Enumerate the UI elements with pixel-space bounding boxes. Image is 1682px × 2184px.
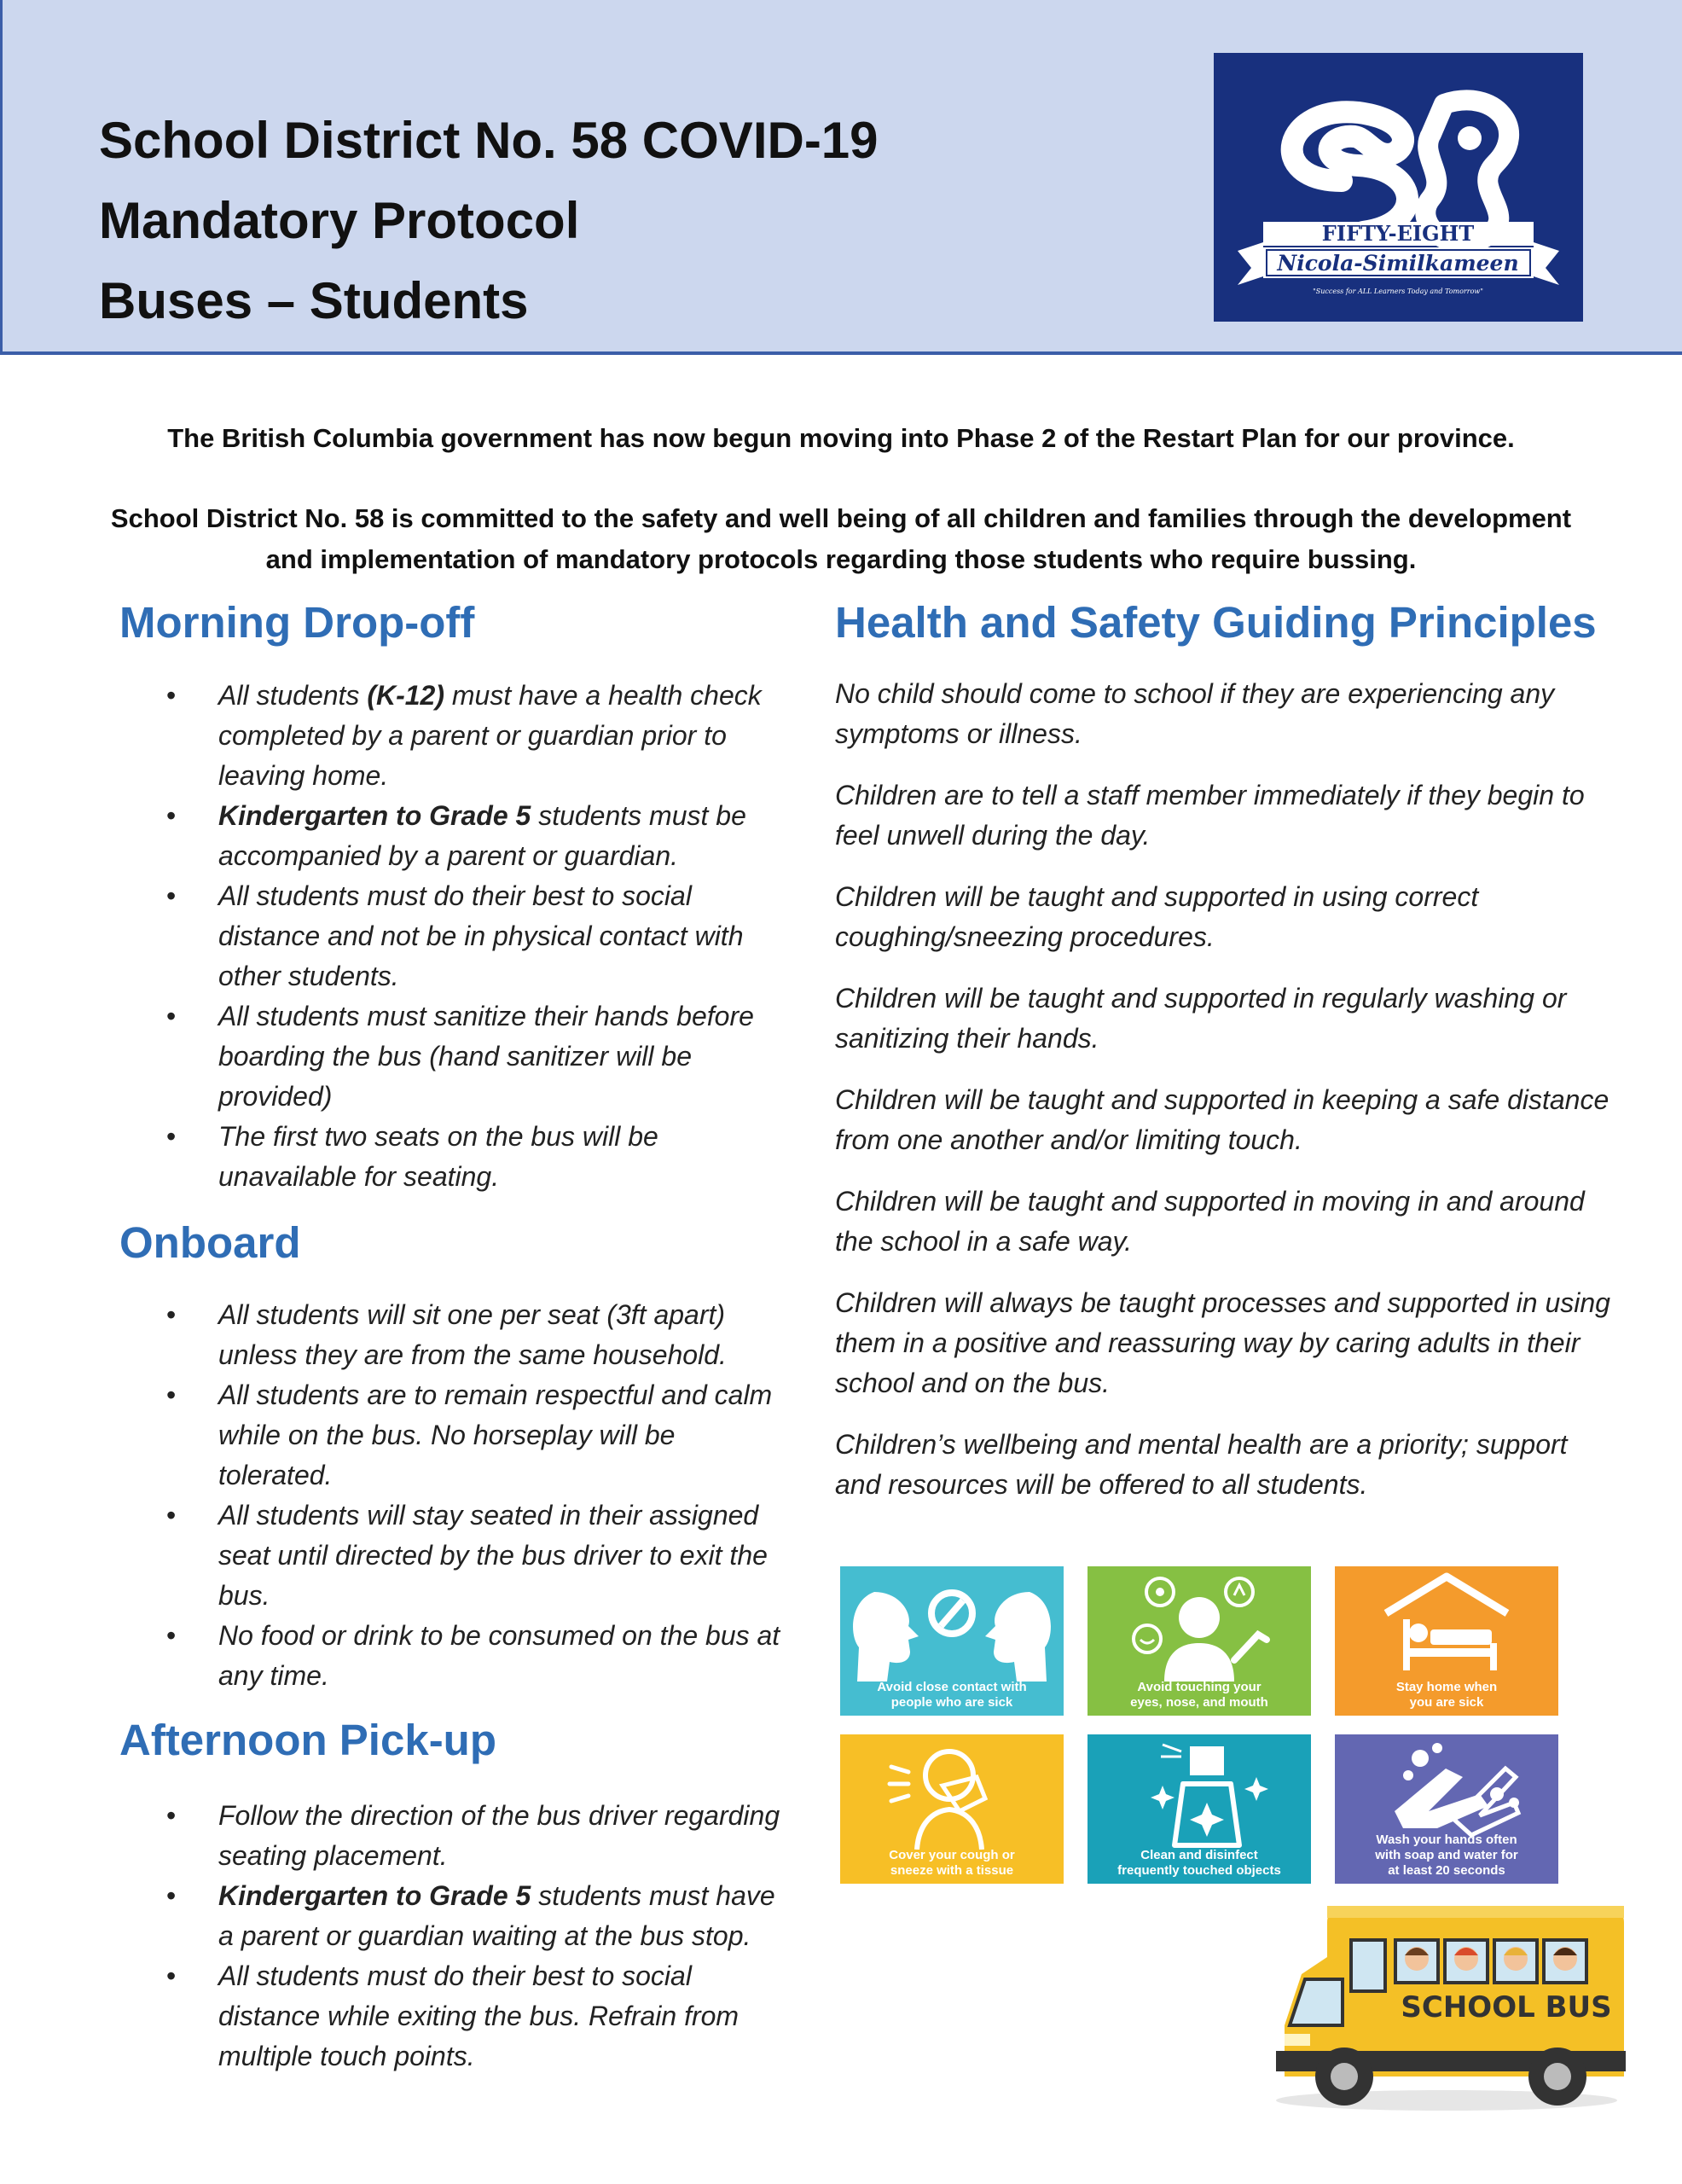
tile-avoid-touching: Avoid touching your eyes, nose, and mouth — [1088, 1566, 1311, 1716]
list-item: • All students must sanitize their hands before boarding the bus (hand sanitizer will be provided) — [119, 996, 785, 1117]
no-contact-icon — [840, 1566, 1064, 1682]
list-item: • All students will sit one per seat (3ft apart) unless they are from the same household. — [119, 1295, 785, 1375]
list-item: • Kindergarten to Grade 5 students must be accompanied by a parent or guardian. — [119, 796, 785, 876]
principle-item: Children’s wellbeing and mental health are a priority; support and resources will be offered to all students. — [835, 1429, 1568, 1500]
onboard-list — [119, 1295, 785, 1696]
tile-wash-hands: Wash your hands often with soap and water for at least 20 seconds — [1335, 1734, 1558, 1884]
district-logo-icon — [1214, 53, 1583, 322]
logo-tagline: "Success for ALL Learners Today and Tomorrow" — [1313, 288, 1483, 295]
list-item: • All students must do their best to social distance and not be in physical contact with other students. — [119, 876, 785, 996]
tile-avoid-contact: Avoid close contact with people who are sick — [840, 1566, 1064, 1716]
tile-cover-cough: Cover your cough or sneeze with a tissue — [840, 1734, 1064, 1884]
health-heading: Health and Safety Guiding Principles — [835, 598, 1597, 647]
principle-item: Children will be taught and supported in keeping a safe distance from one another and/or limiting touch. — [835, 1084, 1610, 1155]
disinfect-spray-icon — [1088, 1734, 1311, 1850]
afternoon-list — [119, 1796, 785, 2077]
list-item: • Follow the direction of the bus driver regarding seating placement. — [119, 1796, 785, 1876]
list-item: • All students must do their best to social distance while exiting the bus. Refrain from multiple touch points. — [119, 1956, 785, 2077]
list-item: • All students (K-12) must have a health check completed by a parent or guardian prior to leaving home. — [119, 676, 785, 796]
morning-heading: Morning Drop-off — [119, 598, 475, 647]
principle-item: No child should come to school if they are experiencing any symptoms or illness. — [835, 678, 1555, 749]
cough-tissue-icon — [840, 1734, 1064, 1850]
principle-item: Children will be taught and supported in moving in and around the school in a safe way. — [835, 1186, 1585, 1257]
principle-item: Children will be taught and supported in using correct coughing/sneezing procedures. — [835, 881, 1479, 952]
onboard-heading: Onboard — [119, 1218, 301, 1267]
stay-home-icon — [1335, 1566, 1558, 1682]
logo-text-sub: Nicola-Similkameen — [1277, 251, 1519, 276]
tile-stay-home: Stay home when you are sick — [1335, 1566, 1558, 1716]
intro-phase: The British Columbia government has now begun moving into Phase 2 of the Restart Plan for our province. — [167, 423, 1515, 453]
principle-item: Children will always be taught processes and supported in using them in a positive and reassuring way by caring adults in their school and on the bus. — [835, 1287, 1610, 1398]
logo-text-main: FIFTY-EIGHT — [1321, 221, 1475, 246]
list-item: • All students are to remain respectful and calm while on the bus. No horseplay will be tolerated. — [119, 1375, 785, 1496]
district-logo — [1214, 53, 1583, 322]
intro-commitment-line-1: School District No. 58 is committed to the safety and well being of all children and families through the development — [110, 503, 1572, 533]
header-band — [0, 0, 1682, 355]
school-bus-icon — [1250, 1897, 1626, 2115]
title-line-3: Buses – Students — [99, 272, 529, 329]
school-bus-illustration — [1250, 1897, 1626, 2115]
face-touch-icon — [1088, 1566, 1311, 1682]
list-item: • The first two seats on the bus will be unavailable for seating. — [119, 1117, 785, 1197]
page-title — [99, 101, 879, 341]
principles-list — [835, 674, 1620, 1526]
list-item: • No food or drink to be consumed on the bus at any time. — [119, 1616, 785, 1696]
list-item: • Kindergarten to Grade 5 students must have a parent or guardian waiting at the bus stop. — [119, 1876, 785, 1956]
intro-commitment — [85, 498, 1597, 580]
title-line-1: School District No. 58 COVID-19 — [99, 112, 879, 169]
list-item: • All students will stay seated in their assigned seat until directed by the bus driver to exit the bus. — [119, 1496, 785, 1616]
afternoon-heading: Afternoon Pick-up — [119, 1716, 496, 1764]
intro-commitment-line-2: and implementation of mandatory protocols regarding those students who require bussing. — [265, 544, 1417, 574]
principle-item: Children are to tell a staff member immediately if they begin to feel unwell during the day. — [835, 780, 1585, 851]
morning-list — [119, 676, 785, 1197]
bus-label: SCHOOL BUS — [1401, 1990, 1612, 2024]
principle-item: Children will be taught and supported in regularly washing or sanitizing their hands. — [835, 983, 1567, 1054]
title-line-2: Mandatory Protocol — [99, 192, 580, 249]
health-icons-grid — [840, 1566, 1558, 1884]
tile-clean-disinfect: Clean and disinfect frequently touched objects — [1088, 1734, 1311, 1884]
